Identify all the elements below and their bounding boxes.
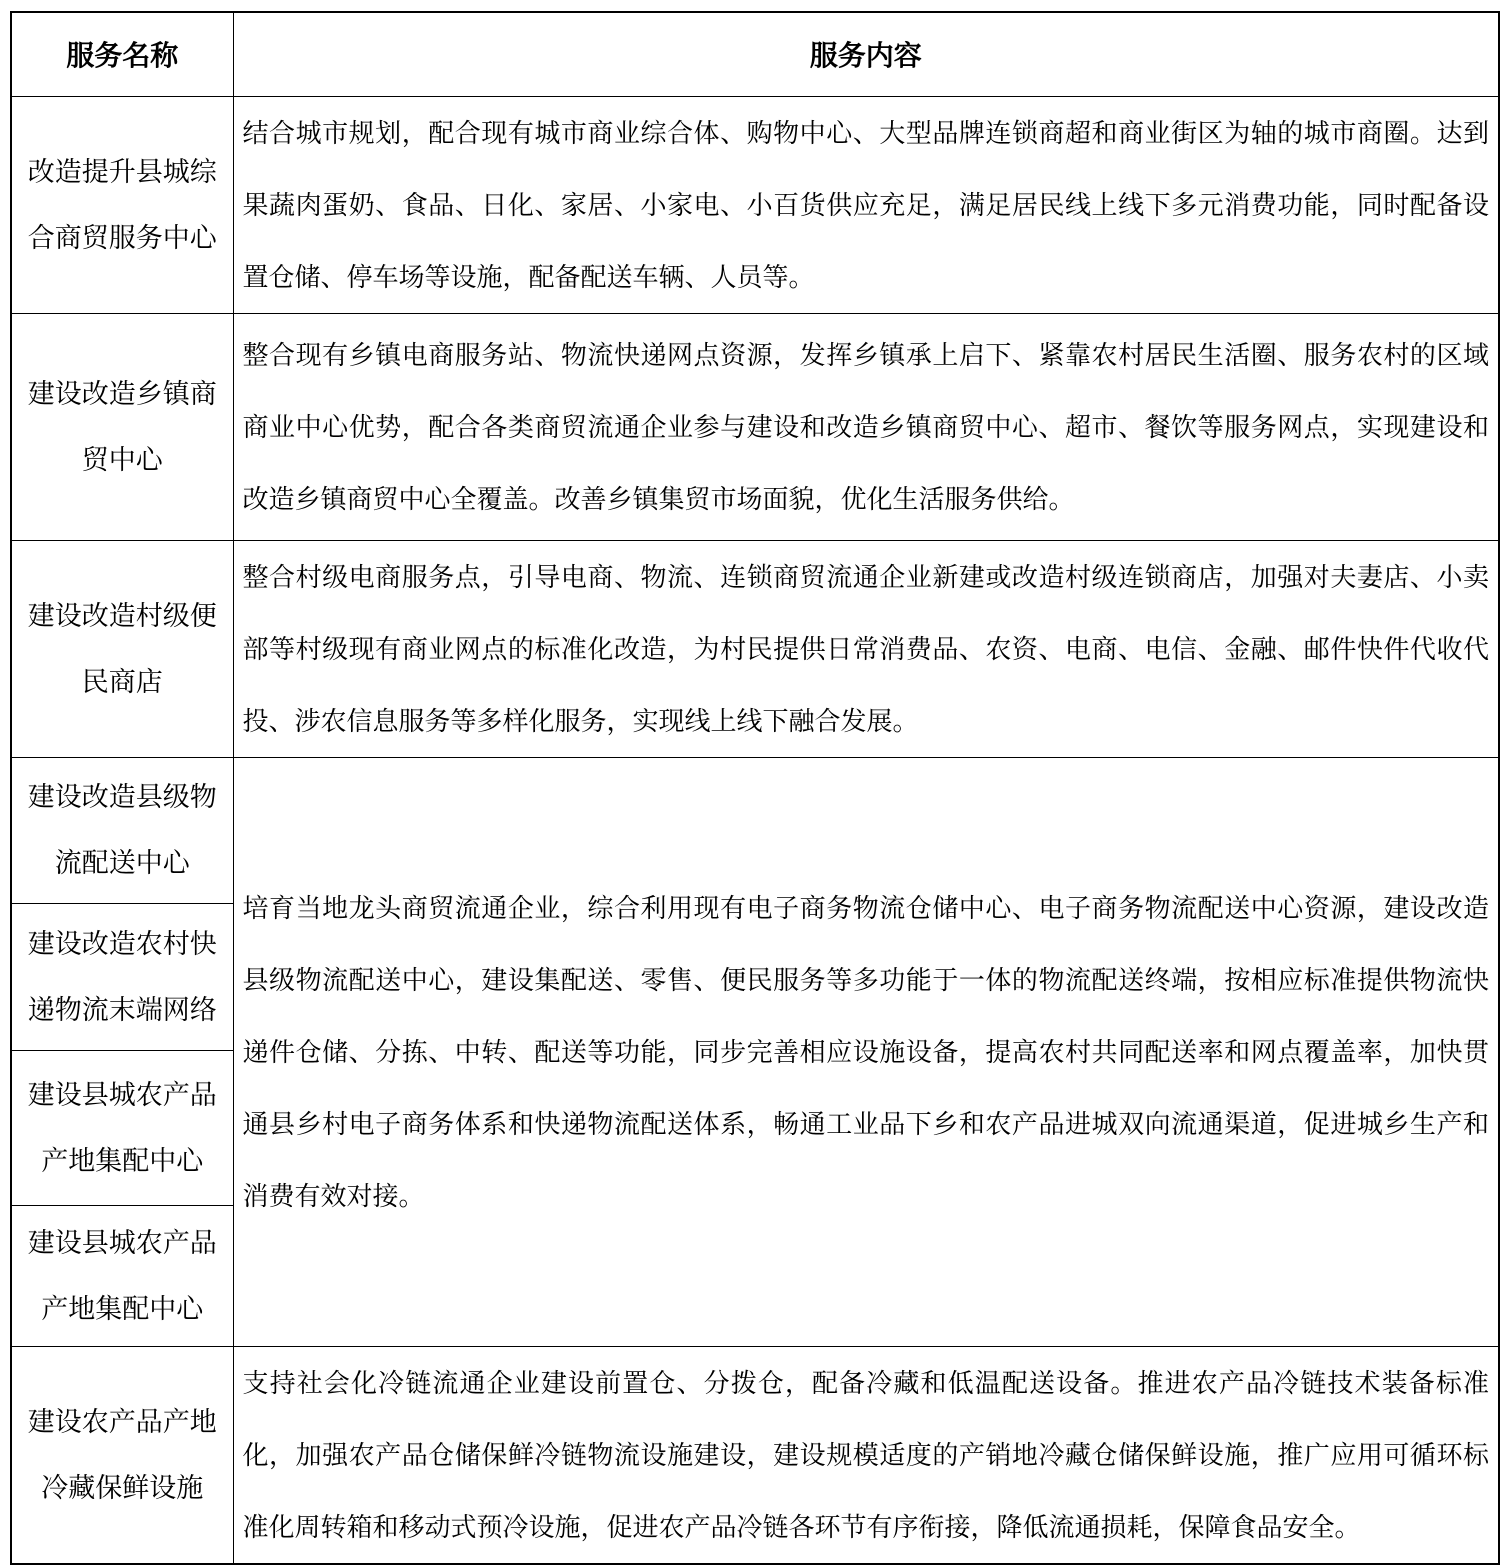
table-row xyxy=(11,1346,1499,1564)
service-content-cell-merged: 培育当地龙头商贸流通企业，综合利用现有电子商务物流仓储中心、电子商务物流配送中心资源，建设改造县级物流配送中心，建设集配送、零售、便民服务等多功能于一体的物流配送终端，按相应标准提供物流快递件仓储、分拣、中转、配送等功能，同步完善相应设施设备，提高农村共同配送率和网点覆盖率，加快贯通县乡村电子商务体系和快递物流配送体系，畅通工业品下乡和农产品进城双向流通渠道，促进城乡生产和消费有效对接。 xyxy=(233,757,1499,1346)
service-content-cell: 结合城市规划，配合现有城市商业综合体、购物中心、大型品牌连锁商超和商业街区为轴的城市商圈。达到果蔬肉蛋奶、食品、日化、家居、小家电、小百货供应充足，满足居民线上线下多元消费功能，同时配备设置仓储、停车场等设施，配备配送车辆、人员等。 xyxy=(233,96,1499,313)
table-row xyxy=(11,313,1499,540)
service-content-cell: 整合现有乡镇电商服务站、物流快递网点资源，发挥乡镇承上启下、紧靠农村居民生活圈、服务农村的区域商业中心优势，配合各类商贸流通企业参与建设和改造乡镇商贸中心、超市、餐饮等服务网点，实现建设和改造乡镇商贸中心全覆盖。改善乡镇集贸市场面貌，优化生活服务供给。 xyxy=(233,313,1499,540)
header-row xyxy=(11,12,1499,96)
table-row xyxy=(11,757,1499,903)
service-name-cell: 建设县城农产品产地集配中心 xyxy=(11,1050,233,1205)
services-table xyxy=(10,11,1500,1565)
service-name-cell: 建设农产品产地冷藏保鲜设施 xyxy=(11,1346,233,1564)
service-name-cell: 建设改造县级物流配送中心 xyxy=(11,757,233,903)
column-header-service-content: 服务内容 xyxy=(233,12,1499,96)
service-content-cell: 支持社会化冷链流通企业建设前置仓、分拨仓，配备冷藏和低温配送设备。推进农产品冷链技术装备标准化，加强农产品仓储保鲜冷链物流设施建设，建设规模适度的产销地冷藏仓储保鲜设施，推广应用可循环标准化周转箱和移动式预冷设施，促进农产品冷链各环节有序衔接，降低流通损耗，保障食品安全。 xyxy=(233,1346,1499,1564)
table-row xyxy=(11,96,1499,313)
table-row xyxy=(11,540,1499,757)
service-name-cell: 建设改造乡镇商贸中心 xyxy=(11,313,233,540)
column-header-service-name: 服务名称 xyxy=(11,12,233,96)
service-name-cell: 改造提升县城综合商贸服务中心 xyxy=(11,96,233,313)
service-content-cell: 整合村级电商服务点，引导电商、物流、连锁商贸流通企业新建或改造村级连锁商店，加强对夫妻店、小卖部等村级现有商业网点的标准化改造，为村民提供日常消费品、农资、电商、电信、金融、邮件快件代收代投、涉农信息服务等多样化服务，实现线上线下融合发展。 xyxy=(233,540,1499,757)
service-name-cell: 建设改造农村快递物流末端网络 xyxy=(11,903,233,1050)
service-name-cell: 建设改造村级便民商店 xyxy=(11,540,233,757)
service-name-cell: 建设县城农产品产地集配中心 xyxy=(11,1205,233,1346)
